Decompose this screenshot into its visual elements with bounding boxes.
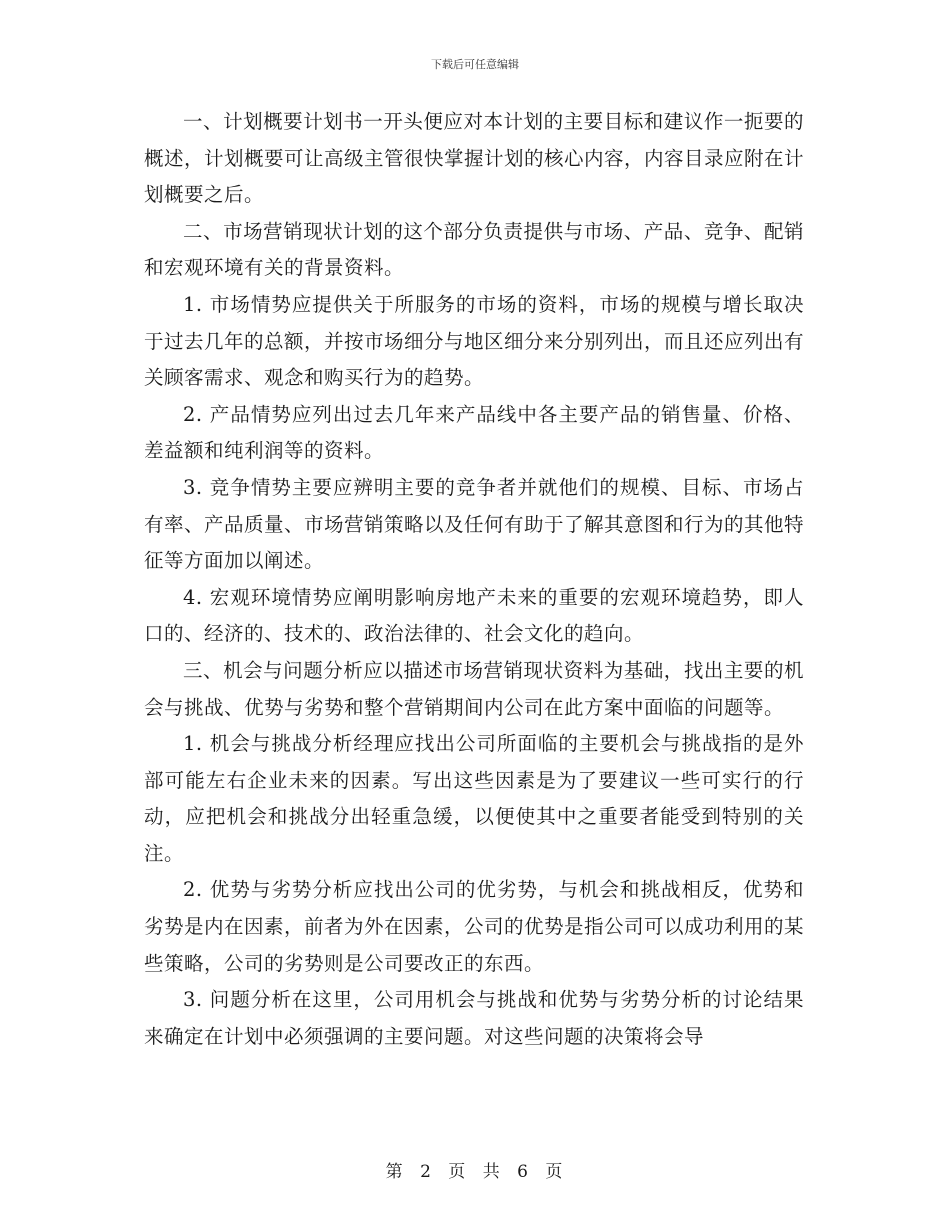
paragraph-product-situation: 2. 产品情势应列出过去几年来产品线中各主要产品的销售量、价格、差益额和纯利润等的资料。: [144, 402, 804, 463]
page-header: 下载后可任意编辑: [431, 58, 519, 71]
paragraph-opportunity-challenge: 1. 机会与挑战分析经理应找出公司所面临的主要机会与挑战指的是外部可能左右企业未来的因素。写出这些因素是为了要建议一些可实行的行动，应把机会和挑战分出轻重急缓，以便使其中之重要者能受到特别的关注。: [144, 732, 804, 865]
paragraph-issue-analysis: 3. 问题分析在这里，公司用机会与挑战和优势与劣势分析的讨论结果来确定在计划中必须强调的主要问题。对这些问题的决策将会导: [144, 988, 804, 1048]
paragraph-macro-environment: 4. 宏观环境情势应阐明影响房地产未来的重要的宏观环境趋势，即人口的、经济的、技术的、政治法律的、社会文化的趋向。: [144, 585, 804, 646]
paragraph-opportunity-analysis: 三、机会与问题分析应以描述市场营销现状资料为基础，找出主要的机会与挑战、优势与劣势和整个营销期间内公司在此方案中面临的问题等。: [144, 658, 804, 719]
paragraph-plan-summary: 一、计划概要计划书一开头便应对本计划的主要目标和建议作一扼要的概述，计划概要可让高级主管很快掌握计划的核心内容，内容目录应附在计划概要之后。: [144, 110, 805, 207]
paragraph-strength-weakness: 2. 优势与劣势分析应找出公司的优劣势，与机会和挑战相反，优势和劣势是内在因素，前者为外在因素，公司的优势是指公司可以成功利用的某些策略，公司的劣势则是公司要改正的东西。: [144, 878, 805, 975]
paragraph-market-situation: 1. 市场情势应提供关于所服务的市场的资料，市场的规模与增长取决于过去几年的总额，并按市场细分与地区细分来分别列出，而且还应列出有关顾客需求、观念和购买行为的趋势。: [144, 292, 805, 390]
paragraph-competition-situation: 3. 竞争情势主要应辨明主要的竞争者并就他们的规模、目标、市场占有率、产品质量、市场营销策略以及任何有助于了解其意图和行为的其他特征等方面加以阐述。: [144, 475, 805, 573]
document-body: [144, 104, 804, 1055]
page-footer: 第 2 页 共 6 页: [385, 1162, 565, 1182]
paragraph-market-status: 二、市场营销现状计划的这个部分负责提供与市场、产品、竞争、配销和宏观环境有关的背景资料。: [144, 219, 804, 280]
